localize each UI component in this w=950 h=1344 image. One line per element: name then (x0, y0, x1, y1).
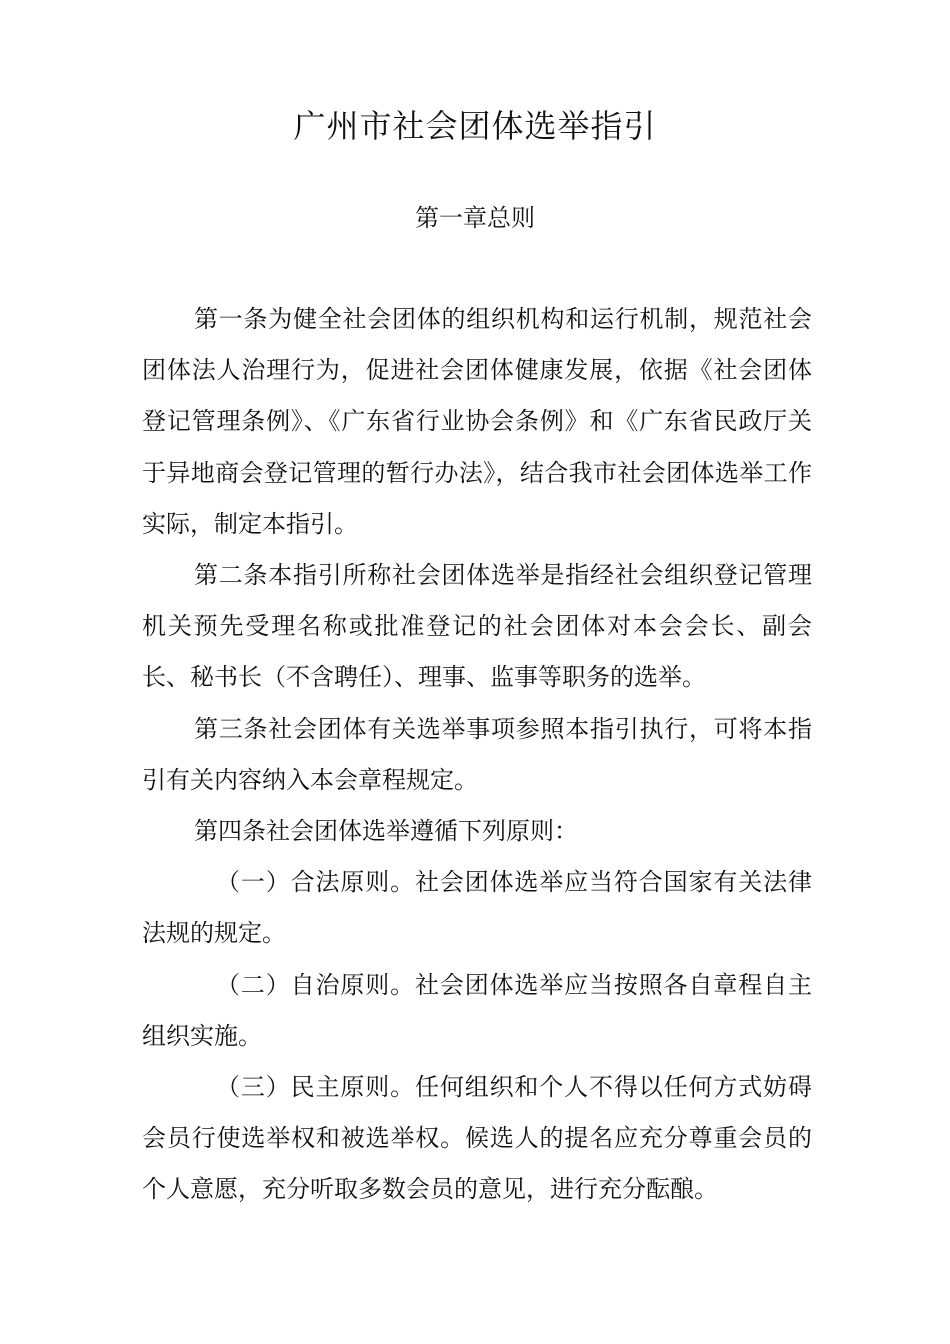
principle-3-paragraph: （三）民主原则。任何组织和个人不得以任何方式妨碍会员行使选举权和被选举权。候选人的提名应充分尊重会员的个人意愿，充分听取多数会员的意见，进行充分酝酿。 (142, 1073, 812, 1204)
article-3-paragraph: 第三条社会团体有关选举事项参照本指引执行，可将本指引有关内容纳入本会章程规定。 (142, 714, 812, 794)
document-title: 广州市社会团体选举指引 (293, 107, 657, 145)
document-body (142, 294, 812, 1216)
article-4-paragraph: 第四条社会团体选举遵循下列原则： (194, 817, 578, 846)
article-2-paragraph: 第二条本指引所称社会团体选举是指经社会组织登记管理机关预先受理名称或批准登记的社会团体对本会会长、副会长、秘书长（不含聘任）、理事、监事等职务的选举。 (142, 561, 812, 692)
principle-2-paragraph: （二）自治原则。社会团体选举应当按照各自章程自主组织实施。 (142, 970, 812, 1050)
article-1-paragraph: 第一条为健全社会团体的组织机构和运行机制，规范社会团体法人治理行为，促进社会团体健康发展，依据《社会团体登记管理条例》、《广东省行业协会条例》和《广东省民政厅关于异地商会登记管理的暂行办法》，结合我市社会团体选举工作实际，制定本指引。 (142, 305, 812, 538)
chapter-heading: 第一章总则 (415, 204, 535, 232)
principle-1-paragraph: （一）合法原则。社会团体选举应当符合国家有关法律法规的规定。 (142, 868, 812, 948)
